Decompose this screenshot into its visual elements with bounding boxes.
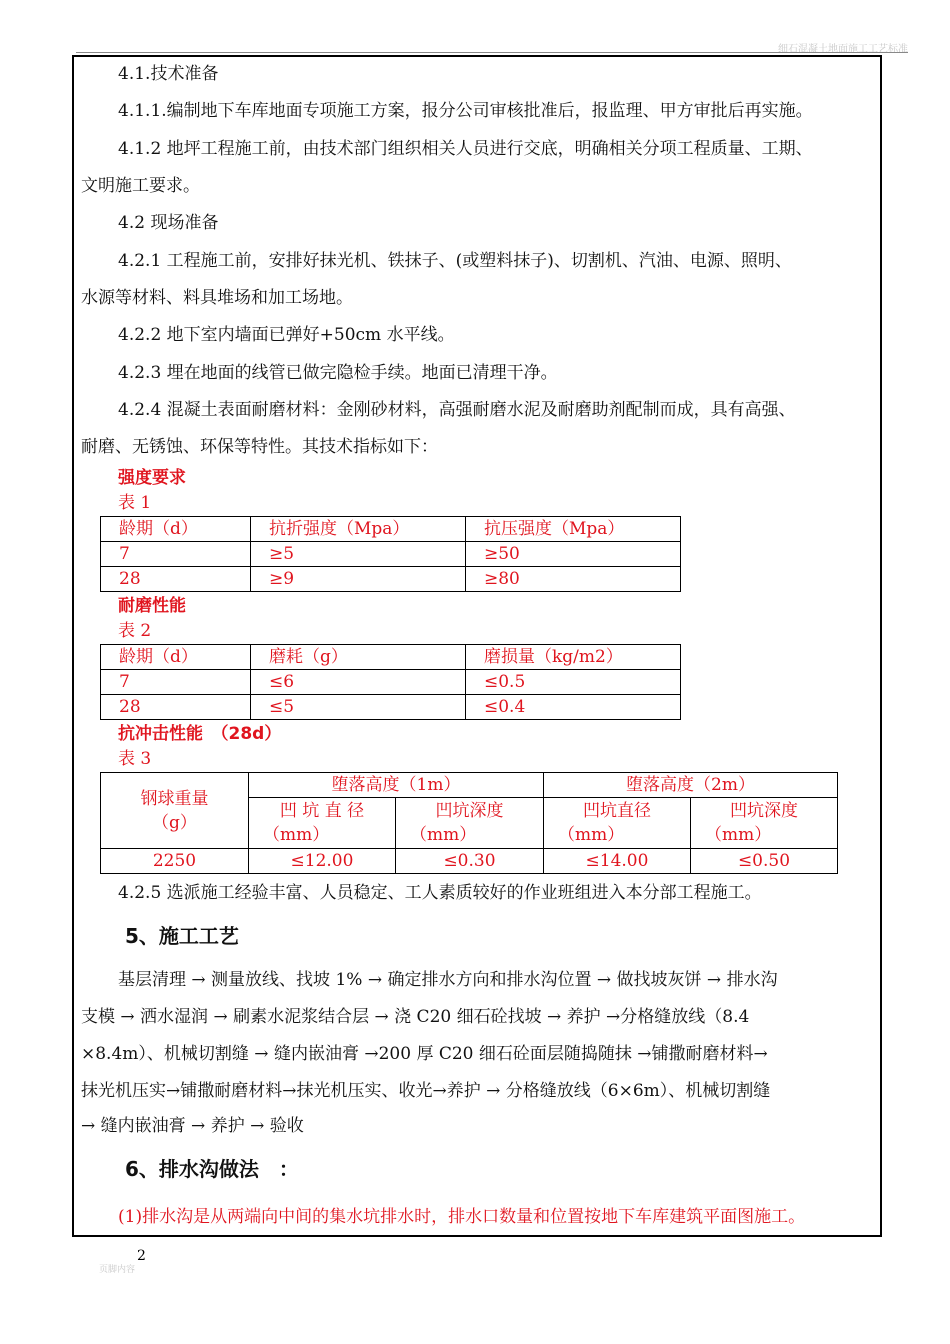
table-row [101, 670, 681, 695]
table-cell: ≤12.00 [249, 849, 396, 874]
table-header-cell: 龄期（d） [101, 517, 251, 542]
sub1-line2: （mm） [263, 825, 330, 845]
paragraph-4-2-1-line1: 4.2.1 工程施工前，安排好抹光机、铁抹子、(或塑料抹子)、切割机、汽油、电源、照明、 [118, 251, 792, 271]
table-header-cell: 堕落高度（2m） [544, 773, 838, 798]
table-row [101, 695, 681, 720]
table-cell: ≥9 [251, 567, 466, 592]
paragraph-4-2-4-line2: 耐磨、无锈蚀、环保等特性。其技术指标如下： [81, 437, 438, 457]
table-header-cell: 堕落高度（1m） [249, 773, 544, 798]
paragraph-4-2-4-line1: 4.2.4 混凝土表面耐磨材料：金刚砂材料，高强耐磨水泥及耐磨助剂配制而成，具有高强、 [118, 400, 796, 420]
section5-line3: ×8.4m）、机械切割缝 → 缝内嵌油膏 →200 厚 C20 细石砼面层随捣随抹 →铺撒耐磨材料→ [81, 1044, 768, 1064]
table-header-cell: 抗压强度（Mpa） [466, 517, 681, 542]
table-header-cell: 磨耗（g） [251, 645, 466, 670]
table2-caption: 表 2 [118, 621, 152, 641]
table3-caption: 表 3 [118, 749, 152, 769]
col0-line2: （g） [152, 812, 197, 833]
table-cell: ≤0.30 [396, 849, 544, 874]
section5-line4: 抹光机压实→铺撒耐磨材料→抹光机压实、收光→养护 → 分格缝放线（6×6m）、机械切割缝 [81, 1081, 771, 1101]
table-cell: ≤0.4 [466, 695, 681, 720]
section5-heading: 5、施工工艺 [125, 924, 239, 948]
footer-text: 页脚内容 [99, 1265, 136, 1275]
table-row [101, 849, 838, 874]
table-header-row [101, 773, 838, 798]
paragraph-4-2-3: 4.2.3 埋在地面的线管已做完隐检手续。地面已清理干净。 [118, 363, 558, 383]
table-header-cell [249, 798, 396, 849]
page-number: 2 [137, 1248, 146, 1264]
table-cell: ≤5 [251, 695, 466, 720]
header-rule [76, 52, 908, 53]
table1-caption: 表 1 [118, 493, 152, 513]
table-cell: ≤0.50 [691, 849, 838, 874]
section6-paragraph-1: (1)排水沟是从两端向中间的集水坑排水时，排水口数量和位置按地下车库建筑平面图施工。 [118, 1207, 806, 1227]
sub3-line2: （mm） [558, 825, 625, 845]
paragraph-4-1-2-line1: 4.1.2 地坪工程施工前，由技术部门组织相关人员进行交底，明确相关分项工程质量、工期、 [118, 139, 813, 159]
table-row [101, 567, 681, 592]
sub1-line1: 凹 坑 直 径 [279, 801, 365, 821]
sub2-line2: （mm） [410, 825, 477, 845]
section5-line5: → 缝内嵌油膏 → 养护 → 验收 [81, 1116, 304, 1136]
table3 [100, 772, 838, 874]
table-header-cell [544, 798, 691, 849]
section5-line1: 基层清理 → 测量放线、找坡 1% → 确定排水方向和排水沟位置 → 做找坡灰饼 → 排水沟 [118, 970, 778, 990]
sub2-line1: 凹坑深度 [435, 801, 504, 821]
table-cell: 2250 [101, 849, 249, 874]
paragraph-4-2-2: 4.2.2 地下室内墙面已弹好+50cm 水平线。 [118, 325, 455, 345]
paragraph-4-1: 4.1.技术准备 [118, 64, 219, 84]
table-header-cell [101, 773, 249, 849]
paragraph-4-2-1-line2: 水源等材料、料具堆场和加工场地。 [81, 288, 353, 308]
table-header-cell [691, 798, 838, 849]
table-header-cell: 磨损量（kg/m2） [466, 645, 681, 670]
table-cell: 28 [101, 567, 251, 592]
table3-title: 抗冲击性能 （28d） [118, 724, 282, 744]
table-cell: ≥50 [466, 542, 681, 567]
table-cell: 28 [101, 695, 251, 720]
sub4-line2: （mm） [705, 825, 772, 845]
table1-title: 强度要求 [118, 468, 186, 488]
table-cell: ≥5 [251, 542, 466, 567]
paragraph-4-1-2-line2: 文明施工要求。 [81, 176, 200, 196]
table-row [101, 542, 681, 567]
table-header-cell: 抗折强度（Mpa） [251, 517, 466, 542]
table2 [100, 644, 681, 720]
table-header-row [101, 517, 681, 542]
table-header-cell: 龄期（d） [101, 645, 251, 670]
page-header-text: 细石混凝土地面施工工艺标准 [778, 44, 908, 55]
paragraph-4-2: 4.2 现场准备 [118, 213, 219, 233]
sub3-line1: 凹坑直径 [583, 801, 651, 821]
paragraph-4-1-1: 4.1.1.编制地下车库地面专项施工方案，报分公司审核批准后，报监理、甲方审批后再实施。 [118, 101, 813, 121]
paragraph-4-2-5: 4.2.5 选派施工经验丰富、人员稳定、工人素质较好的作业班组进入本分部工程施工。 [118, 883, 762, 903]
table2-title: 耐磨性能 [118, 596, 186, 616]
sub4-line1: 凹坑深度 [730, 801, 798, 821]
table-cell: ≤0.5 [466, 670, 681, 695]
table1 [100, 516, 681, 592]
table-header-row [101, 645, 681, 670]
table-cell: ≤14.00 [544, 849, 691, 874]
section6-heading: 6、排水沟做法 ： [125, 1157, 299, 1181]
table-cell: ≤6 [251, 670, 466, 695]
col0-line1: 钢球重量 [140, 788, 209, 809]
table-cell: 7 [101, 542, 251, 567]
table-header-cell [396, 798, 544, 849]
table-cell: ≥80 [466, 567, 681, 592]
table-cell: 7 [101, 670, 251, 695]
section5-line2: 支模 → 洒水湿润 → 刷素水泥浆结合层 → 浇 C20 细石砼找坡 → 养护 →分格缝放线（8.4 [81, 1007, 750, 1027]
